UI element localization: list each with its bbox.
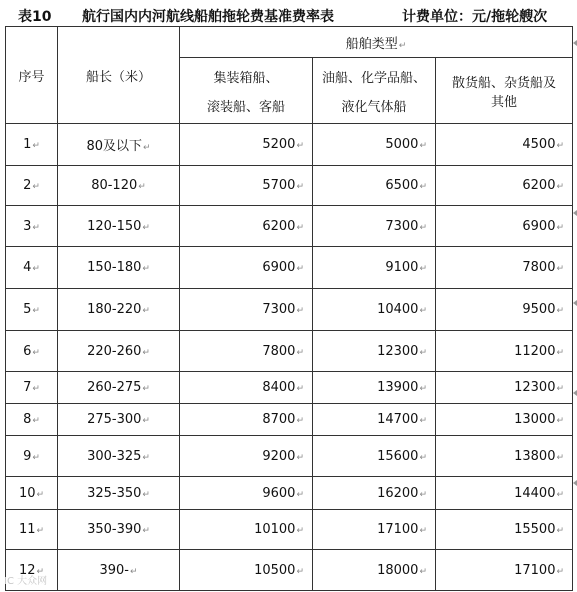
header-ship-type: 船舶类型↵ — [180, 27, 573, 58]
row-container-fee-cell: 6900↵ — [180, 247, 313, 289]
header-length: 船长（米） — [58, 27, 180, 124]
table-row — [6, 510, 573, 550]
row-container-fee-cell: 10100↵ — [180, 510, 313, 550]
row-seq-cell: 8↵ — [6, 404, 58, 436]
table-row — [6, 404, 573, 436]
watermark: IC 大众网 — [4, 576, 48, 587]
row-length-cell: 350-390↵ — [58, 510, 180, 550]
row-tanker-fee-cell: 9100↵ — [313, 247, 436, 289]
row-seq-cell: 3↵ — [6, 206, 58, 247]
fee-rate-table — [5, 26, 573, 591]
row-seq-cell: 6↵ — [6, 331, 58, 372]
row-seq-cell: 5↵ — [6, 289, 58, 331]
table-row — [6, 124, 573, 166]
row-container-fee-cell: 9200↵ — [180, 436, 313, 477]
row-length-cell: 150-180↵ — [58, 247, 180, 289]
row-length-cell: 180-220↵ — [58, 289, 180, 331]
table-row — [6, 289, 573, 331]
row-container-fee-cell: 5700↵ — [180, 166, 313, 206]
header-tanker: 油船、化学品船、 液化气体船 — [313, 58, 436, 124]
row-tanker-fee-cell: 12300↵ — [313, 331, 436, 372]
row-bulk-fee-cell: 17100↵ — [436, 550, 573, 591]
table-row — [6, 372, 573, 404]
row-seq-cell: 12↵ — [6, 550, 58, 591]
row-tanker-fee-cell: 18000↵ — [313, 550, 436, 591]
row-tanker-fee-cell: 14700↵ — [313, 404, 436, 436]
row-container-fee-cell: 8400↵ — [180, 372, 313, 404]
row-seq-cell: 4↵ — [6, 247, 58, 289]
row-bulk-fee-cell: 9500↵ — [436, 289, 573, 331]
row-tanker-fee-cell: 15600↵ — [313, 436, 436, 477]
row-tanker-fee-cell: 7300↵ — [313, 206, 436, 247]
header-bulk-carrier: 散货船、杂货船及 其他 — [436, 58, 573, 124]
row-seq-cell: 9↵ — [6, 436, 58, 477]
row-length-cell: 390-↵ — [58, 550, 180, 591]
row-bulk-fee-cell: 7800↵ — [436, 247, 573, 289]
table-row — [6, 477, 573, 510]
table-title — [0, 0, 577, 26]
row-tanker-fee-cell: 16200↵ — [313, 477, 436, 510]
edge-marker — [573, 210, 577, 216]
table-row — [6, 550, 573, 591]
row-container-fee-cell: 6200↵ — [180, 206, 313, 247]
row-container-fee-cell: 7300↵ — [180, 289, 313, 331]
header-seq: 序号 — [6, 27, 58, 124]
row-tanker-fee-cell: 10400↵ — [313, 289, 436, 331]
row-bulk-fee-cell: 14400↵ — [436, 477, 573, 510]
table-row — [6, 247, 573, 289]
row-seq-cell: 2↵ — [6, 166, 58, 206]
table-row — [6, 331, 573, 372]
row-container-fee-cell: 9600↵ — [180, 477, 313, 510]
row-length-cell: 80及以下↵ — [58, 124, 180, 166]
row-tanker-fee-cell: 5000↵ — [313, 124, 436, 166]
row-bulk-fee-cell: 12300↵ — [436, 372, 573, 404]
row-container-fee-cell: 5200↵ — [180, 124, 313, 166]
row-container-fee-cell: 10500↵ — [180, 550, 313, 591]
row-bulk-fee-cell: 6900↵ — [436, 206, 573, 247]
table-row — [6, 166, 573, 206]
row-length-cell: 300-325↵ — [58, 436, 180, 477]
row-bulk-fee-cell: 15500↵ — [436, 510, 573, 550]
table-row — [6, 436, 573, 477]
header-container-ship: 集装箱船、 滚装船、客船 — [180, 58, 313, 124]
row-bulk-fee-cell: 6200↵ — [436, 166, 573, 206]
row-length-cell: 220-260↵ — [58, 331, 180, 372]
row-length-cell: 275-300↵ — [58, 404, 180, 436]
row-container-fee-cell: 8700↵ — [180, 404, 313, 436]
edge-marker — [573, 300, 577, 306]
table-name: 航行国内内河航线船舶拖轮费基准费率表 — [82, 9, 334, 25]
row-length-cell: 120-150↵ — [58, 206, 180, 247]
row-bulk-fee-cell: 13000↵ — [436, 404, 573, 436]
row-bulk-fee-cell: 13800↵ — [436, 436, 573, 477]
row-length-cell: 260-275↵ — [58, 372, 180, 404]
edge-marker — [573, 40, 577, 46]
row-tanker-fee-cell: 17100↵ — [313, 510, 436, 550]
row-seq-cell: 10↵ — [6, 477, 58, 510]
table-row — [6, 206, 573, 247]
row-seq-cell: 11↵ — [6, 510, 58, 550]
row-seq-cell: 1↵ — [6, 124, 58, 166]
row-bulk-fee-cell: 11200↵ — [436, 331, 573, 372]
row-tanker-fee-cell: 6500↵ — [313, 166, 436, 206]
row-seq-cell: 7↵ — [6, 372, 58, 404]
edge-marker — [573, 390, 577, 396]
row-bulk-fee-cell: 4500↵ — [436, 124, 573, 166]
table-number: 表10 — [18, 9, 52, 25]
billing-unit: 计费单位：元/拖轮艘次 — [402, 9, 548, 25]
row-length-cell: 325-350↵ — [58, 477, 180, 510]
row-container-fee-cell: 7800↵ — [180, 331, 313, 372]
edge-marker — [573, 480, 577, 486]
row-tanker-fee-cell: 13900↵ — [313, 372, 436, 404]
row-length-cell: 80-120↵ — [58, 166, 180, 206]
